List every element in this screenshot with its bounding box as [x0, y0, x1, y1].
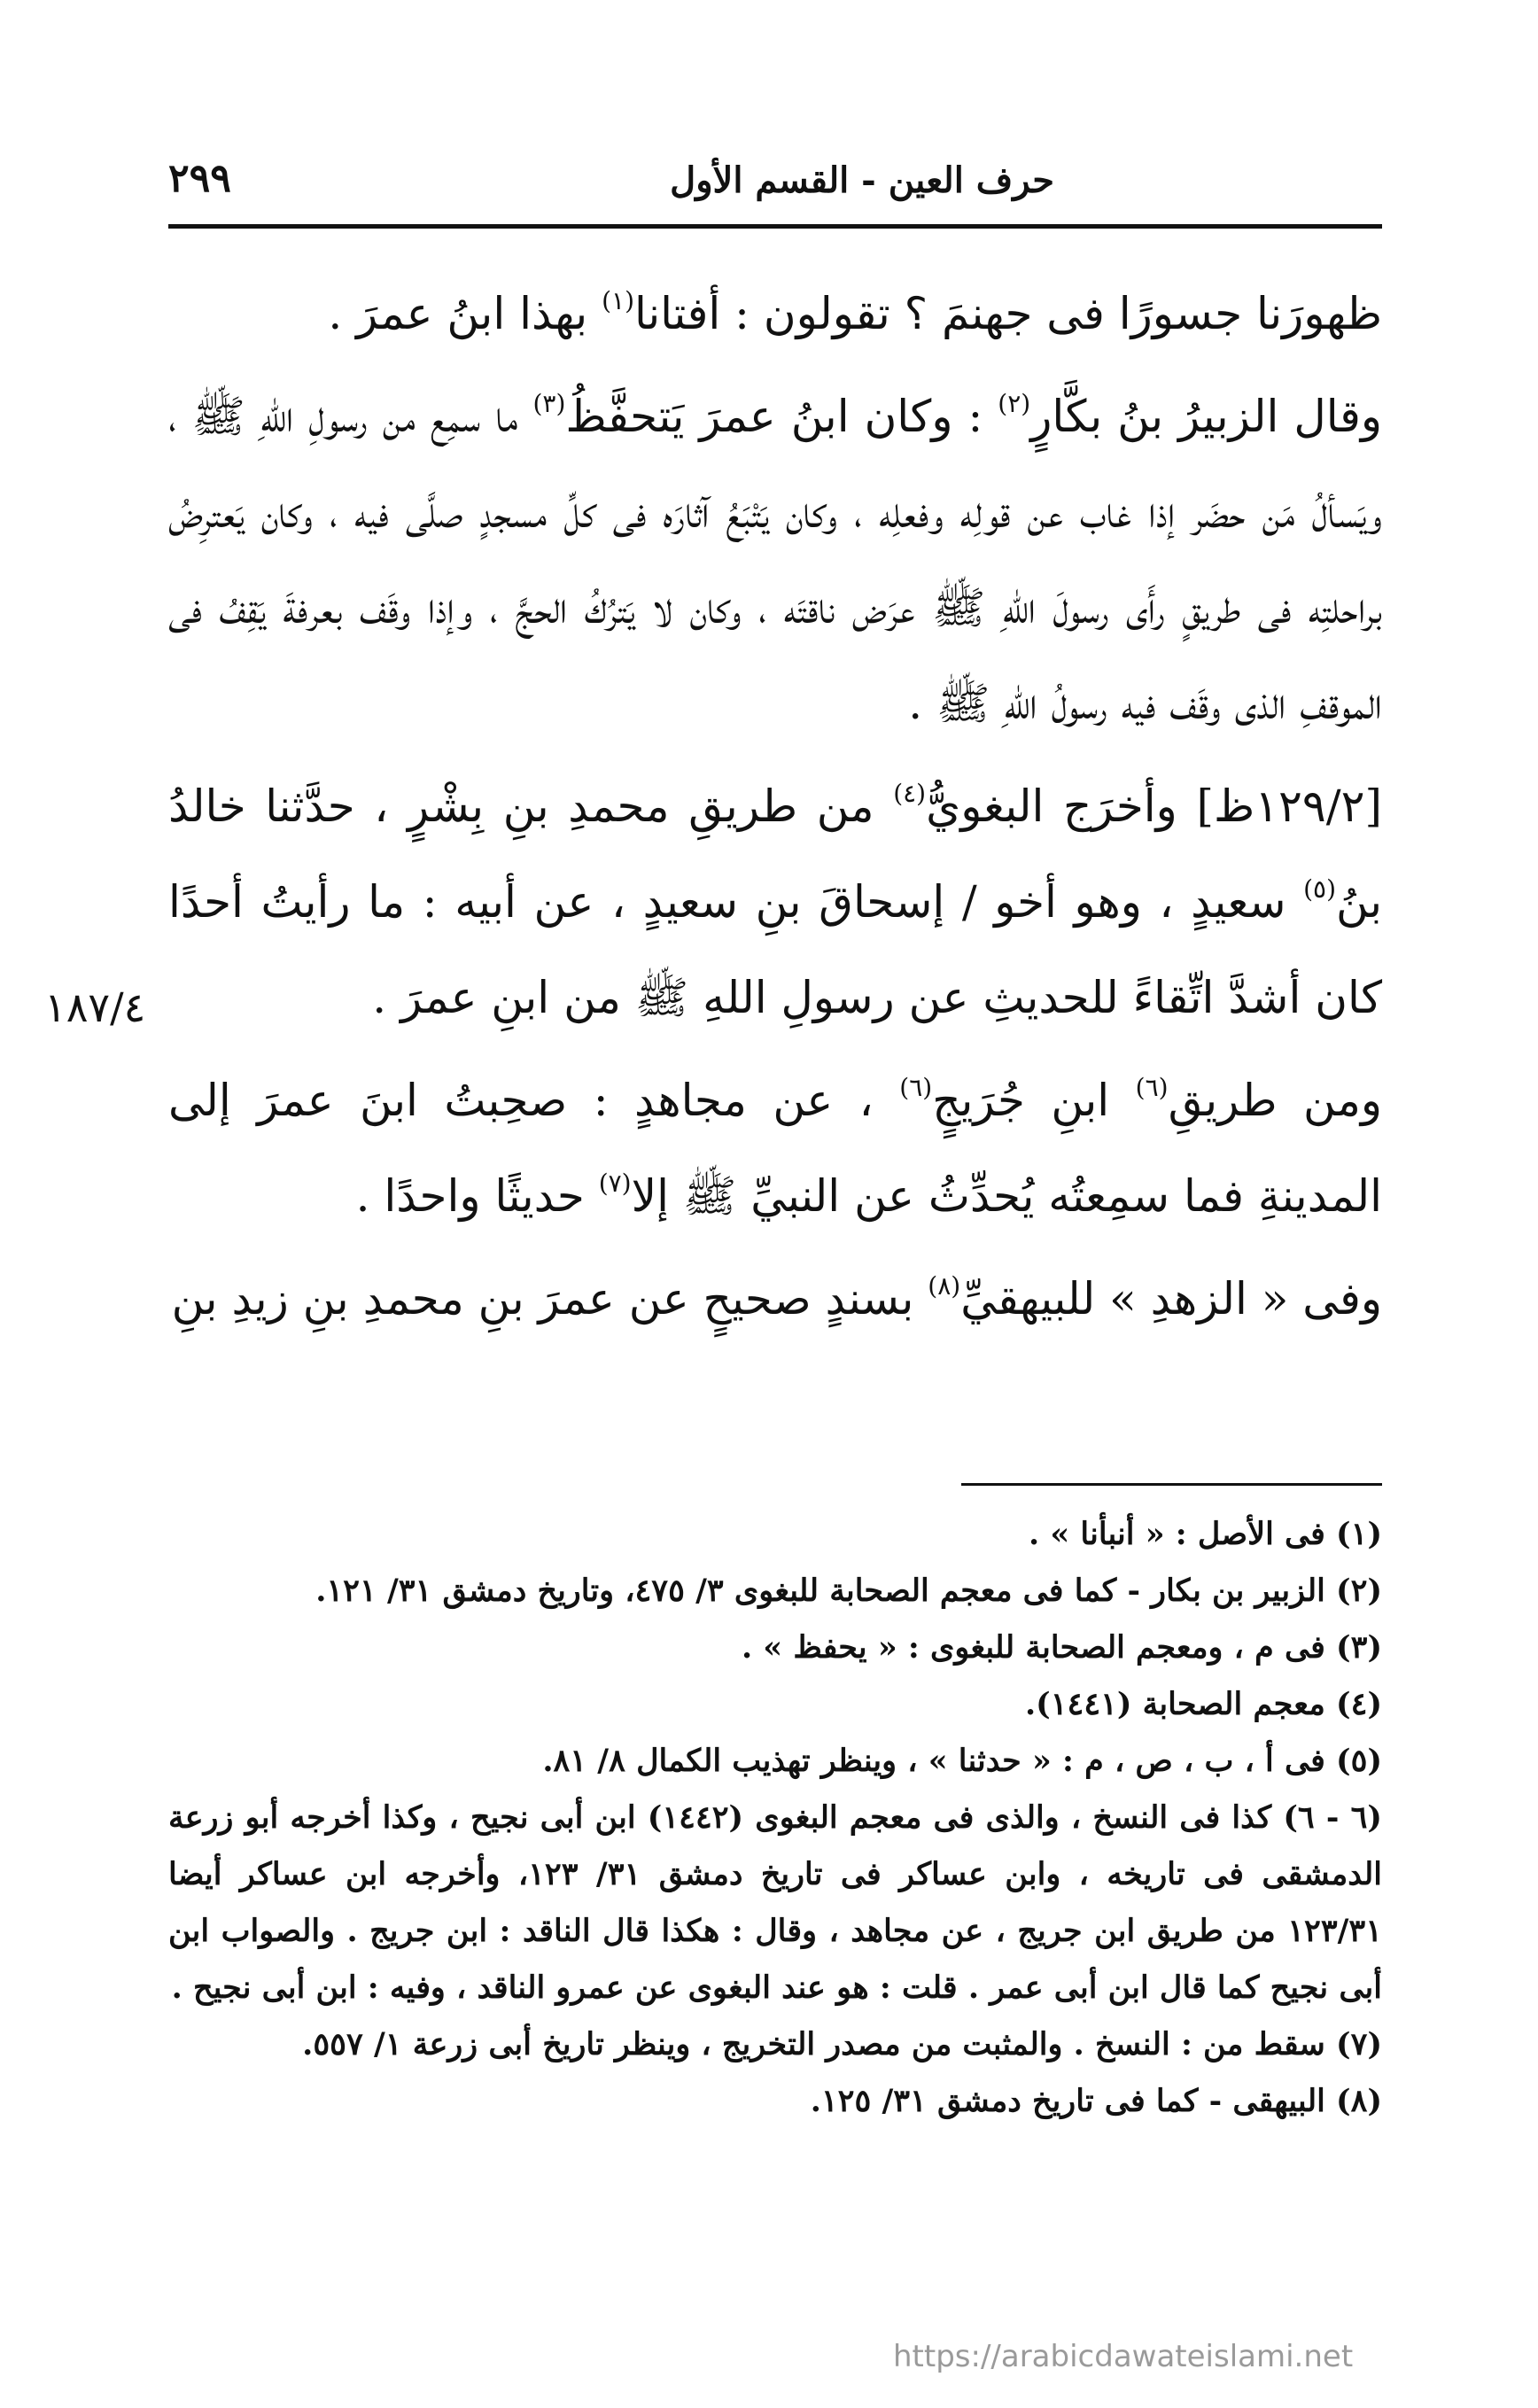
paragraph: وقال الزبيرُ بنُ بكَّارٍ$^{(٢)}$ : وكان ابنُ عمرَ يَتحفَّظُ$^{(٣)}$ ما سمِع من رسولِ اللهِ ﷺ ، ويَسألُ مَن حضَر إذا غاب عن قولِه وفعلِه ، وكان يَتْبَعُ آثارَه فى كلِّ مسجدٍ صلَّى فيه ، وكان يَعترِضُ براحلتِه فى طريقٍ رأَى رسولَ اللهِ ﷺ عرَض ناقتَه ، وكان لا يَترُكُ الحجَّ ، وإذا وقَف بعرفةَ يَقِفُ فى الموقفِ الذى وقَف فيه رسولُ اللهِ ﷺ . [168, 389, 1382, 729]
footnote: (٥) فى أ ، ب ، ص ، م : « حدثنا » ، وينظر تهذيب الكمال ٨/ ٨١. [542, 1743, 1382, 1779]
footnote: (٨) البيهقى - كما فى تاريخ دمشق ٣١/ ١٢٥. [810, 2083, 1382, 2119]
footnote-marker: (٦) [899, 1073, 933, 1102]
footnote: (٧) سقط من : النسخ . والمثبت من مصدر التخريج ، وينظر تاريخ أبى زرعة ١/ ٥٥٧. [302, 2026, 1382, 2062]
footnote-marker: (٧) [598, 1169, 632, 1198]
paragraph: وفى « الزهدِ » للبيهقيِّ$^{(٨)}$ بسندٍ صحيحٍ عن عمرَ بنِ محمدِ بنِ زيدِ بنِ [171, 1271, 1382, 1324]
footnote: (٣) فى م ، ومعجم الصحابة للبغوى : « يحفظ » . [741, 1629, 1382, 1666]
footnote-marker: (٦) [1135, 1073, 1169, 1102]
page-header [168, 151, 1382, 221]
footnote: (٦ - ٦) كذا فى النسخ ، والذى فى معجم البغوى (١٤٤٢) ابن أبى نجيح ، وكذا أخرجه أبو زرعة الدمشقى فى تاريخه ، وابن عساكر فى تاريخ دمشق ٣١/ ١٢٣، وأخرجه ابن عساكر أيضا ١٢٣/٣١ من طريق ابن جريج ، عن مجاهد ، وقال : هكذا قال الناقد : ابن جريج . والصواب ابن أبى نجيح كما قال ابن أبى عمر . قلت : هو عند البغوى عن عمرو الناقد ، وفيه : ابن أبى نجيح . [168, 1799, 1382, 2006]
page-number: ٢٩٩ [168, 156, 231, 201]
footnote-marker: (٥) [1303, 874, 1337, 904]
header-rule [168, 224, 1382, 229]
footnote: (١) فى الأصل : « أنبأنا » . [1029, 1516, 1382, 1552]
running-title: حرف العين - القسم الأول [670, 159, 1054, 201]
paragraph: [١٢٩/٢ظ] وأخرَج البغويُّ$^{(٤)}$ من طريقِ محمدِ بنِ بِشْرٍ ، حدَّثنا خالدُ بنُ$^{(٥)}$ سعيدٍ ، وهو أخو / إسحاقَ بنِ سعيدٍ ، عن أبيه : ما رأيتُ أحدًا كان أشدَّ اتِّقاءً للحديثِ عن رسولِ اللهِ ﷺ من ابنِ عمرَ . [168, 779, 1382, 1023]
footnote-separator [961, 1483, 1382, 1486]
main-text [168, 266, 1382, 1347]
footnote-marker: (٣) [532, 389, 566, 418]
footnote-marker: (٤) [893, 779, 927, 808]
footnotes [168, 1506, 1382, 2130]
footnote: (٤) معجم الصحابة (١٤٤١). [1024, 1686, 1382, 1722]
footnote-marker: (٨) [928, 1271, 961, 1301]
paragraph: ومن طريقِ$^{(٦)}$ ابنِ جُرَيجٍ$^{(٦)}$ ، عن مجاهدٍ : صحِبتُ ابنَ عمرَ إلى المدينةِ فما سمِعتُه يُحدِّثُ عن النبيِّ ﷺ إلا$^{(٧)}$ حديثًا واحدًا . [168, 1073, 1382, 1222]
footnote-marker: (٢) [998, 389, 1031, 418]
margin-page-reference: ١٨٧/٤ [44, 983, 146, 1031]
paragraph: ظهورَنا جسورًا فى جهنمَ ؟ تقولون : أفتانا$^{(١)}$ بهذا ابنُ عمرَ . [328, 286, 1382, 339]
footnote: (٢) الزبير بن بكار - كما فى معجم الصحابة للبغوى ٣/ ٤٧٥، وتاريخ دمشق ٣١/ ١٢١. [315, 1573, 1382, 1609]
footnote-marker: (١) [602, 286, 635, 315]
watermark-url: https://arabicdawateislami.net [893, 2339, 1354, 2374]
